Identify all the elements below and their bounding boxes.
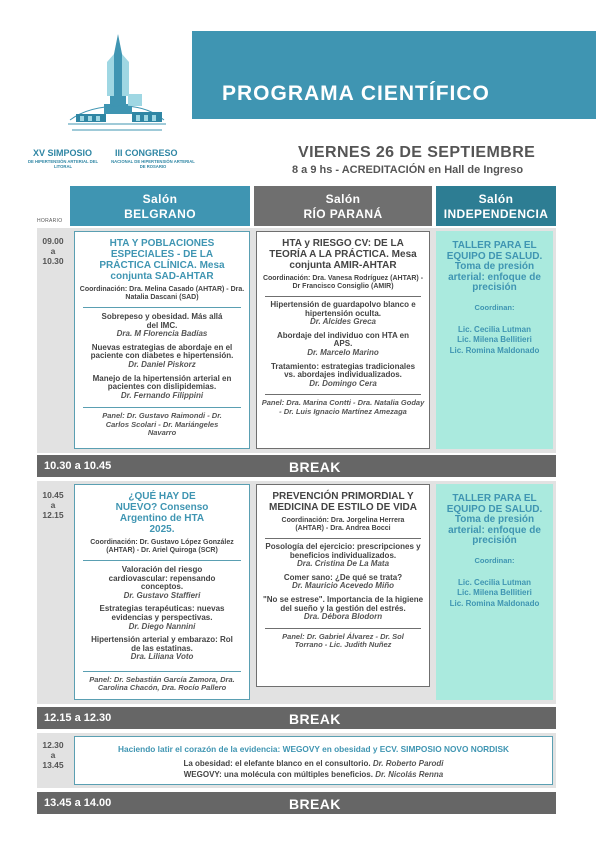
break-label: BREAK [289, 796, 341, 812]
page-title: PROGRAMA CIENTÍFICO [222, 82, 490, 105]
column-header-line1: Salón [478, 192, 514, 206]
session-card-rio-parana-1 [256, 231, 430, 449]
coordinator-name: Lic. Romina Maldonado [449, 345, 540, 355]
talk-title: Abordaje del individuo con HTA en APS. [277, 330, 410, 349]
coordinan-label: Coordinan: [474, 302, 515, 312]
break-time: 12.15 a 12.30 [44, 712, 112, 724]
talk-title: Tratamiento: estrategias tradicionales vs. abordajes individualizados. [270, 361, 416, 380]
talk-line [75, 769, 552, 780]
talk-speaker: Dra. Liliana Voto [130, 652, 194, 662]
coordination: Coordinación: Dra. Jorgelina Herrera (AHTAR) - Dra. Andrea Bocci [281, 517, 405, 532]
column-header-line1: Salón [142, 192, 178, 206]
talk-speaker: Dr. Alcides Greca [310, 317, 376, 327]
break-label: BREAK [289, 459, 341, 475]
coordination: Coordinación: Dra. Melina Casado (AHTAR) - Dra. Natalia Dascani (SAD) [79, 286, 245, 301]
panel-list: Panel: Dr. Gustavo Raimondi - Dr. Carlos Scolari - Dr. Mariángeles Navarro [102, 411, 222, 438]
session-time-1: 09.00 a 10.30 [42, 236, 64, 266]
talk-speaker: Dr. Fernando Filippini [120, 390, 204, 400]
column-header-line1: Salón [325, 192, 361, 206]
panel-list: Panel: Dr. Sebastián García Zamora, Dra. Carolina Chacón, Dra. Rocío Pallero [89, 674, 235, 693]
talk-title: Posología del ejercicio: prescripciones y beneficios individualizados. [265, 542, 421, 560]
monument-logo-icon [66, 34, 168, 138]
talk-title: Nuevas estrategias de abordaje en el paciente con diabetes e hipertensión. [90, 342, 234, 361]
talk-title: Hipertensión de guardapolvo blanco e hipertensión oculta. [270, 300, 416, 318]
talk-title: La obesidad: el elefante blanco en el consultorio. [183, 759, 371, 768]
session-title: ¿QUÉ HAY DE NUEVO? Consenso Argentino de HTA 2025. [115, 491, 209, 535]
panel-list: Panel: Dra. Marina Contti - Dra. Natalia Goday - Dr. Luis Ignacio Martínez Amezaga [261, 398, 425, 416]
coordinator-name: Lic. Romina Maldonado [449, 598, 540, 608]
header-banner [192, 31, 596, 119]
coordinator-name: Lic. Milena Bellitieri [457, 335, 532, 344]
talk-speaker: Dra. Débora Blodorn [303, 612, 383, 622]
symposium-subtitle: DE HIPERTENSIÓN ARTERIAL DEL LITORAL [27, 159, 99, 170]
talk-speaker: Dr. Roberto Parodi [372, 759, 444, 768]
talk-title: WEGOVY: una molécula con múltiples beneficios. [183, 770, 373, 779]
talk-title: Hipertensión arterial y embarazo: Rol de las estatinas. [91, 635, 233, 653]
session-time-3: 12.30 a 13.45 [42, 740, 64, 770]
talk-speaker: Dr. Nicolás Renna [375, 770, 444, 779]
session-title: HTA Y POBLACIONES ESPECIALES - DE LA PRÁCTICA CLÍNICA. Mesa conjunta SAD-AHTAR [99, 238, 225, 282]
coordinator-name: Lic. Cecilia Lutman [458, 324, 531, 334]
talk-speaker: Dr. Mauricio Acevedo Miño [292, 581, 394, 591]
session-card-symposium [74, 736, 553, 785]
coordinator-name: Lic. Cecilia Lutman [458, 577, 531, 587]
column-header-independencia [436, 186, 556, 226]
talk-speaker: Dr. Marcelo Marino [307, 347, 379, 357]
session-card-independencia-2 [436, 484, 553, 700]
session-title: PREVENCIÓN PRIMORDIAL Y MEDICINA DE ESTILO DE VIDA [269, 491, 417, 513]
workshop-title: TALLER PARA EL EQUIPO DE SALUD. Toma de presión arterial: enfoque de precisión [446, 493, 543, 546]
session-time-2: 10.45 a 12.15 [42, 490, 64, 520]
congress-title: III CONGRESO [115, 148, 178, 158]
talk-title: Comer sano: ¿De qué se trata? [283, 572, 403, 582]
talk-line [75, 758, 552, 769]
talk-speaker: Dr. Gustavo Staffieri [123, 590, 201, 600]
session-card-belgrano-2 [74, 484, 250, 700]
talk-speaker: Dr. Daniel Piskorz [128, 359, 196, 369]
congress-subtitle: NACIONAL DE HIPERTENSIÓN ARTERIAL DE ROSARIO [111, 159, 195, 170]
day-heading: VIERNES 26 DE SEPTIEMBRE [298, 144, 536, 161]
panel-list: Panel: Dr. Gabriel Álvarez - Dr. Sol Torrano - Lic. Judith Nuñez [282, 631, 404, 650]
talk-title: Valoración del riesgo cardiovascular: repensando conceptos. [108, 565, 216, 592]
column-header-line2: RÍO PARANÁ [303, 207, 383, 221]
column-header-line2: INDEPENDENCIA [443, 207, 549, 221]
column-header-rio-parana [254, 186, 432, 226]
talk-speaker: Dr. Domingo Cera [309, 378, 377, 388]
break-bar-3 [37, 792, 556, 814]
break-label: BREAK [289, 711, 341, 727]
coordination: Coordinación: Dra. Vanesa Rodríguez (AHTAR) - Dr Francisco Consiglio (AMIR) [262, 275, 424, 290]
talk-speaker: Dra. Cristina De La Mata [296, 559, 390, 569]
coordinator-name: Lic. Milena Bellitieri [457, 588, 532, 597]
break-time: 10.30 a 10.45 [44, 460, 112, 472]
talk-title: Sobrepeso y obesidad. Más allá del IMC. [101, 312, 223, 330]
talk-speaker: Dra. M Florencia Badías [116, 329, 208, 339]
break-bar-2 [37, 707, 556, 729]
coordination: Coordinación: Dr. Gustavo López González (AHTAR) - Dr. Ariel Quiroga (SCR) [90, 539, 234, 554]
column-header-belgrano [70, 186, 250, 226]
talk-title: Manejo de la hipertensión arterial en pacientes con dislipidemias. [92, 373, 232, 392]
horario-label: HORARIO [37, 218, 63, 224]
talk-title: Estrategias terapéuticas: nuevas evidencias y perspectivas. [99, 604, 225, 622]
session-card-independencia-1 [436, 231, 553, 449]
workshop-title: TALLER PARA EL EQUIPO DE SALUD. Toma de presión arterial: enfoque de precisión [446, 240, 543, 293]
break-bar-1 [37, 455, 556, 477]
coordinan-label: Coordinan: [474, 555, 515, 565]
session-title: Haciendo latir el corazón de la evidencia: WEGOVY en obesidad y ECV. SIMPOSIO NOVO NORDISK [118, 744, 509, 754]
talk-title: "No se estrese". Importancia de la higiene del sueño y la gestión del estrés. [262, 594, 424, 613]
symposium-title: XV SIMPOSIO [33, 148, 93, 158]
session-title: HTA y RIESGO CV: DE LA TEORÍA A LA PRÁCTICA. Mesa conjunta AMIR-AHTAR [269, 238, 417, 271]
break-time: 13.45 a 14.00 [44, 797, 112, 809]
session-card-rio-parana-2 [256, 484, 430, 687]
session-card-belgrano-1 [74, 231, 250, 449]
accreditation-note: 8 a 9 hs - ACREDITACIÓN en Hall de Ingreso [292, 164, 524, 176]
talk-speaker: Dr. Diego Nannini [128, 621, 196, 631]
column-header-line2: BELGRANO [124, 207, 196, 221]
